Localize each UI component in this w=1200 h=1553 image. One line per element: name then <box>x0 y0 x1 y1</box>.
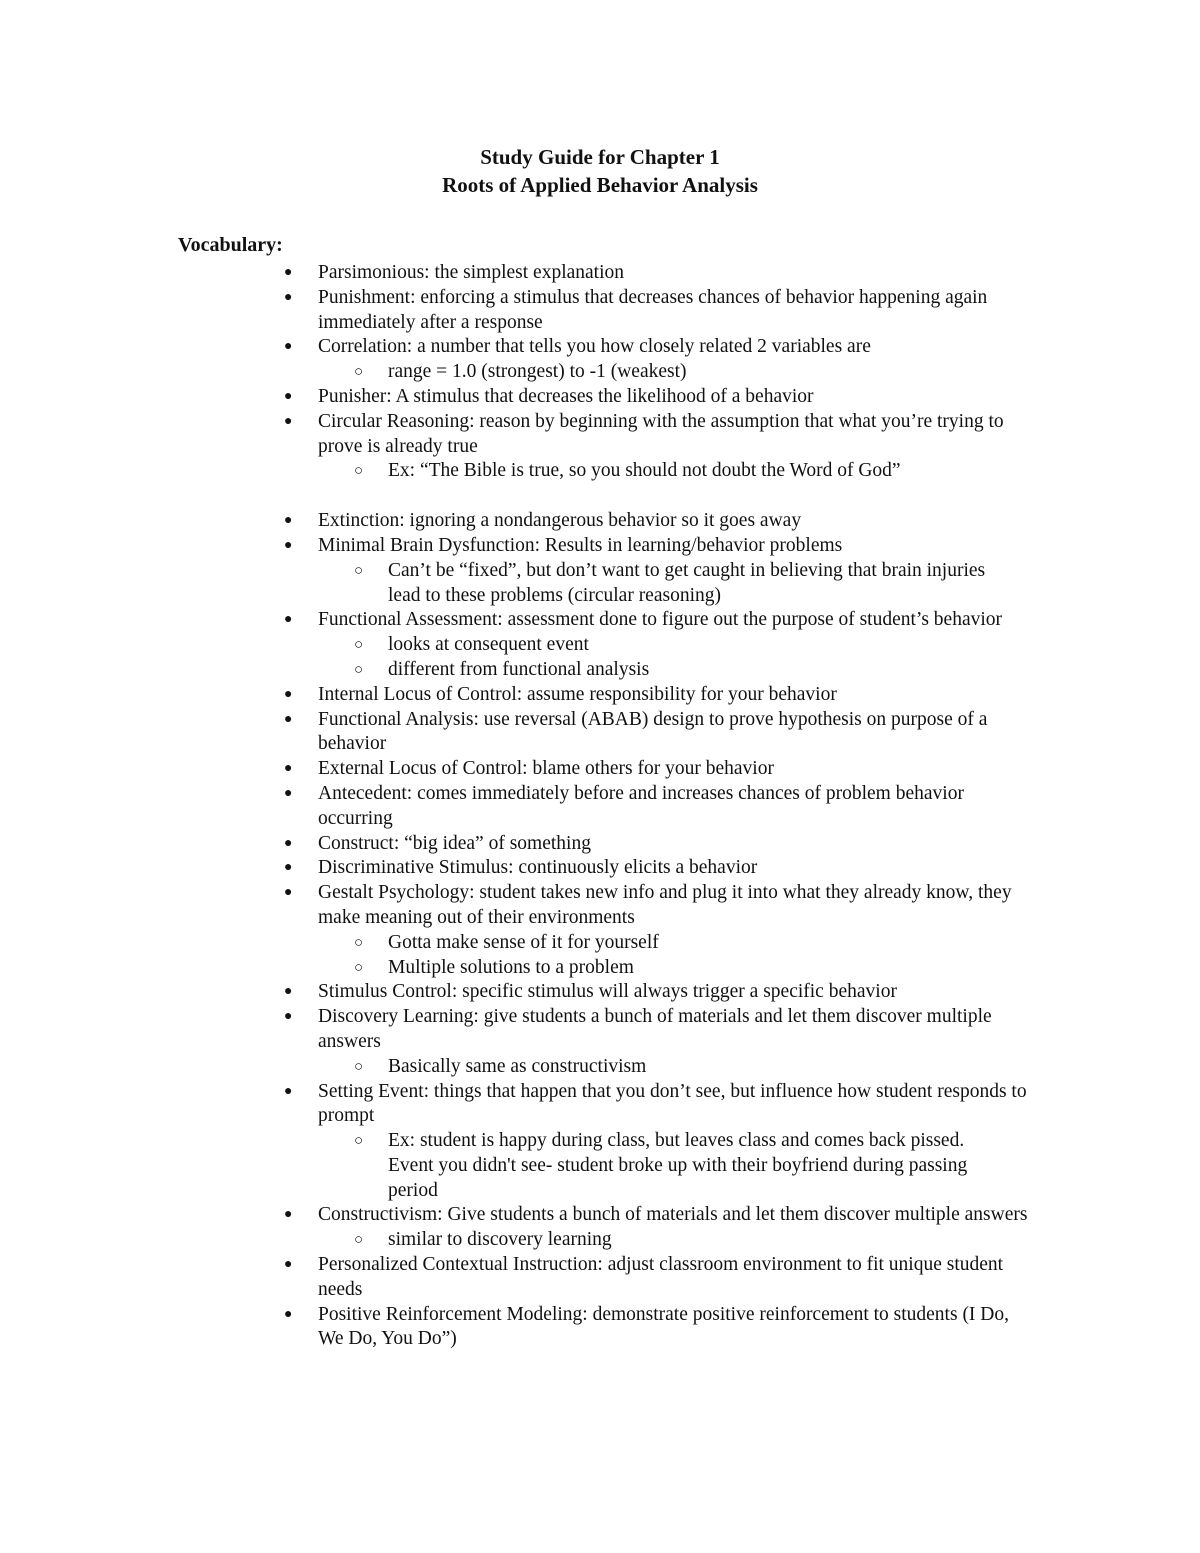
title-line-2: Roots of Applied Behavior Analysis <box>442 173 758 197</box>
vocabulary-item-text: Personalized Contextual Instruction: adjust classroom environment to fit unique student needs <box>318 1254 1004 1300</box>
bullet-icon: ● <box>284 785 293 801</box>
vocabulary-item <box>0 335 1038 385</box>
bullet-icon: ● <box>284 537 293 553</box>
bullet-icon: ● <box>284 513 293 529</box>
vocabulary-item <box>0 881 1038 980</box>
vocabulary-item <box>0 1203 1038 1253</box>
document-title <box>0 143 1200 199</box>
hollow-bullet-icon: ○ <box>354 1133 364 1150</box>
sub-item-text: Ex: “The Bible is true, so you should not doubt the Word of God” <box>388 460 901 482</box>
vocabulary-item <box>0 534 1038 608</box>
sub-list <box>318 1055 1038 1080</box>
vocabulary-item <box>0 782 1038 832</box>
sub-item <box>354 633 988 658</box>
vocabulary-item <box>0 1303 1038 1353</box>
vocabulary-item <box>0 509 1038 534</box>
hollow-bullet-icon: ○ <box>354 1232 364 1249</box>
vocabulary-item <box>0 683 1038 708</box>
sub-item-text: Basically same as constructivism <box>388 1055 647 1077</box>
bullet-icon: ● <box>284 1083 293 1099</box>
vocabulary-item-text: Stimulus Control: specific stimulus will always trigger a specific behavior <box>318 981 897 1003</box>
hollow-bullet-icon: ○ <box>354 364 364 381</box>
bullet-icon: ● <box>284 1207 293 1223</box>
sub-list <box>318 559 1038 609</box>
vocabulary-item-text: Punisher: A stimulus that decreases the likelihood of a behavior <box>318 385 814 407</box>
sub-item <box>354 1055 988 1080</box>
vocabulary-item-text: Positive Reinforcement Modeling: demonstrate positive reinforcement to students (I Do, We Do, You Do”) <box>318 1303 1010 1350</box>
sub-list <box>318 1129 1038 1203</box>
sub-item <box>354 1129 988 1203</box>
vocabulary-item <box>0 757 1038 782</box>
vocabulary-item-text: Discovery Learning: give students a bunch of materials and let them discover multiple answers <box>318 1006 992 1052</box>
vocabulary-item <box>0 286 1038 336</box>
bullet-icon: ● <box>284 835 293 851</box>
sub-item <box>354 459 988 484</box>
sub-item <box>354 1228 988 1253</box>
sub-list <box>318 360 1038 385</box>
vocabulary-item-text: Extinction: ignoring a nondangerous behavior so it goes away <box>318 510 802 532</box>
vocabulary-item-text: Discriminative Stimulus: continuously elicits a behavior <box>318 857 758 879</box>
bullet-icon: ● <box>284 612 293 628</box>
vocabulary-item-text: Antecedent: comes immediately before and increases chances of problem behavior occurring <box>318 782 964 829</box>
vocabulary-item-text: Gestalt Psychology: student takes new info and plug it into what they already know, they make meaning out of their environments <box>318 882 1012 928</box>
bullet-icon: ● <box>284 1306 293 1322</box>
sub-item <box>354 559 988 609</box>
bullet-icon: ● <box>284 761 293 777</box>
bullet-icon: ● <box>284 984 293 1000</box>
vocabulary-heading: Vocabulary: <box>178 234 283 256</box>
vocabulary-item-text: Constructivism: Give students a bunch of materials and let them discover multiple answers <box>318 1204 1028 1226</box>
vocabulary-item <box>0 410 1038 484</box>
vocabulary-item <box>0 708 1038 758</box>
vocabulary-item-text: Correlation: a number that tells you how closely related 2 variables are <box>318 336 871 358</box>
bullet-icon: ● <box>284 860 293 876</box>
sub-item-text: looks at consequent event <box>388 634 589 656</box>
vocabulary-item-text: Internal Locus of Control: assume responsibility for your behavior <box>318 683 837 705</box>
hollow-bullet-icon: ○ <box>354 637 364 654</box>
vocabulary-list <box>0 261 1200 1352</box>
bullet-icon: ● <box>284 339 293 355</box>
vocabulary-item-text: Functional Assessment: assessment done to figure out the purpose of student’s behavior <box>318 609 1003 631</box>
bullet-icon: ● <box>284 1009 293 1025</box>
vocabulary-item-text: Construct: “big idea” of something <box>318 832 591 854</box>
vocabulary-item <box>0 856 1038 881</box>
bullet-icon: ● <box>284 413 293 429</box>
bullet-icon: ● <box>284 388 293 404</box>
sub-list <box>318 633 1038 683</box>
bullet-icon: ● <box>284 885 293 901</box>
hollow-bullet-icon: ○ <box>354 1058 364 1075</box>
sub-item-text: different from functional analysis <box>388 658 650 680</box>
sub-item <box>354 956 988 981</box>
bullet-icon: ● <box>284 265 293 280</box>
sub-list <box>318 1228 1038 1253</box>
sub-item-text: Can’t be “fixed”, but don’t want to get caught in believing that brain injuries lead to these problems (circular reasoning) <box>388 559 986 606</box>
vocabulary-item-text: Punishment: enforcing a stimulus that decreases chances of behavior happening again immediately after a response <box>318 286 988 333</box>
hollow-bullet-icon: ○ <box>354 562 364 579</box>
sub-item-text: Multiple solutions to a problem <box>388 956 634 978</box>
sub-item-text: Ex: student is happy during class, but leaves class and comes back pissed. Event you didn't see- student broke up with their boyfriend during passing period <box>388 1130 968 1201</box>
vocabulary-item <box>0 1253 1038 1303</box>
bullet-icon: ● <box>284 686 293 702</box>
vocabulary-item <box>0 385 1038 410</box>
vocabulary-item <box>0 261 1038 286</box>
bullet-icon: ● <box>284 711 293 727</box>
sub-item <box>354 931 988 956</box>
vocabulary-item-text: Setting Event: things that happen that you don’t see, but influence how student responds to prompt <box>318 1080 1027 1127</box>
sub-item-text: similar to discovery learning <box>388 1229 612 1251</box>
hollow-bullet-icon: ○ <box>354 661 364 678</box>
vocabulary-item <box>0 832 1038 857</box>
hollow-bullet-icon: ○ <box>354 959 364 976</box>
vocabulary-item-text: Parsimonious: the simplest explanation <box>318 262 625 283</box>
bullet-icon: ● <box>284 1257 293 1273</box>
vocabulary-item-text: External Locus of Control: blame others for your behavior <box>318 758 774 780</box>
title-line-1: Study Guide for Chapter 1 <box>480 145 720 169</box>
sub-item-text: Gotta make sense of it for yourself <box>388 931 659 953</box>
vocabulary-item-text: Minimal Brain Dysfunction: Results in learning/behavior problems <box>318 534 843 556</box>
vocabulary-item <box>0 1080 1038 1204</box>
sub-list <box>318 459 1038 484</box>
vocabulary-item <box>0 980 1038 1005</box>
bullet-icon: ● <box>284 289 293 305</box>
sub-list <box>318 931 1038 981</box>
sub-item <box>354 360 988 385</box>
sub-item-text: range = 1.0 (strongest) to -1 (weakest) <box>388 361 687 383</box>
hollow-bullet-icon: ○ <box>354 463 364 480</box>
vocabulary-item <box>0 1005 1038 1079</box>
vocabulary-item-text: Functional Analysis: use reversal (ABAB) design to prove hypothesis on purpose of a behavior <box>318 708 988 755</box>
hollow-bullet-icon: ○ <box>354 934 364 951</box>
vocabulary-item-text: Circular Reasoning: reason by beginning with the assumption that what you’re trying to prove is already true <box>318 410 1004 457</box>
vocabulary-item <box>0 608 1038 682</box>
sub-item <box>354 658 988 683</box>
